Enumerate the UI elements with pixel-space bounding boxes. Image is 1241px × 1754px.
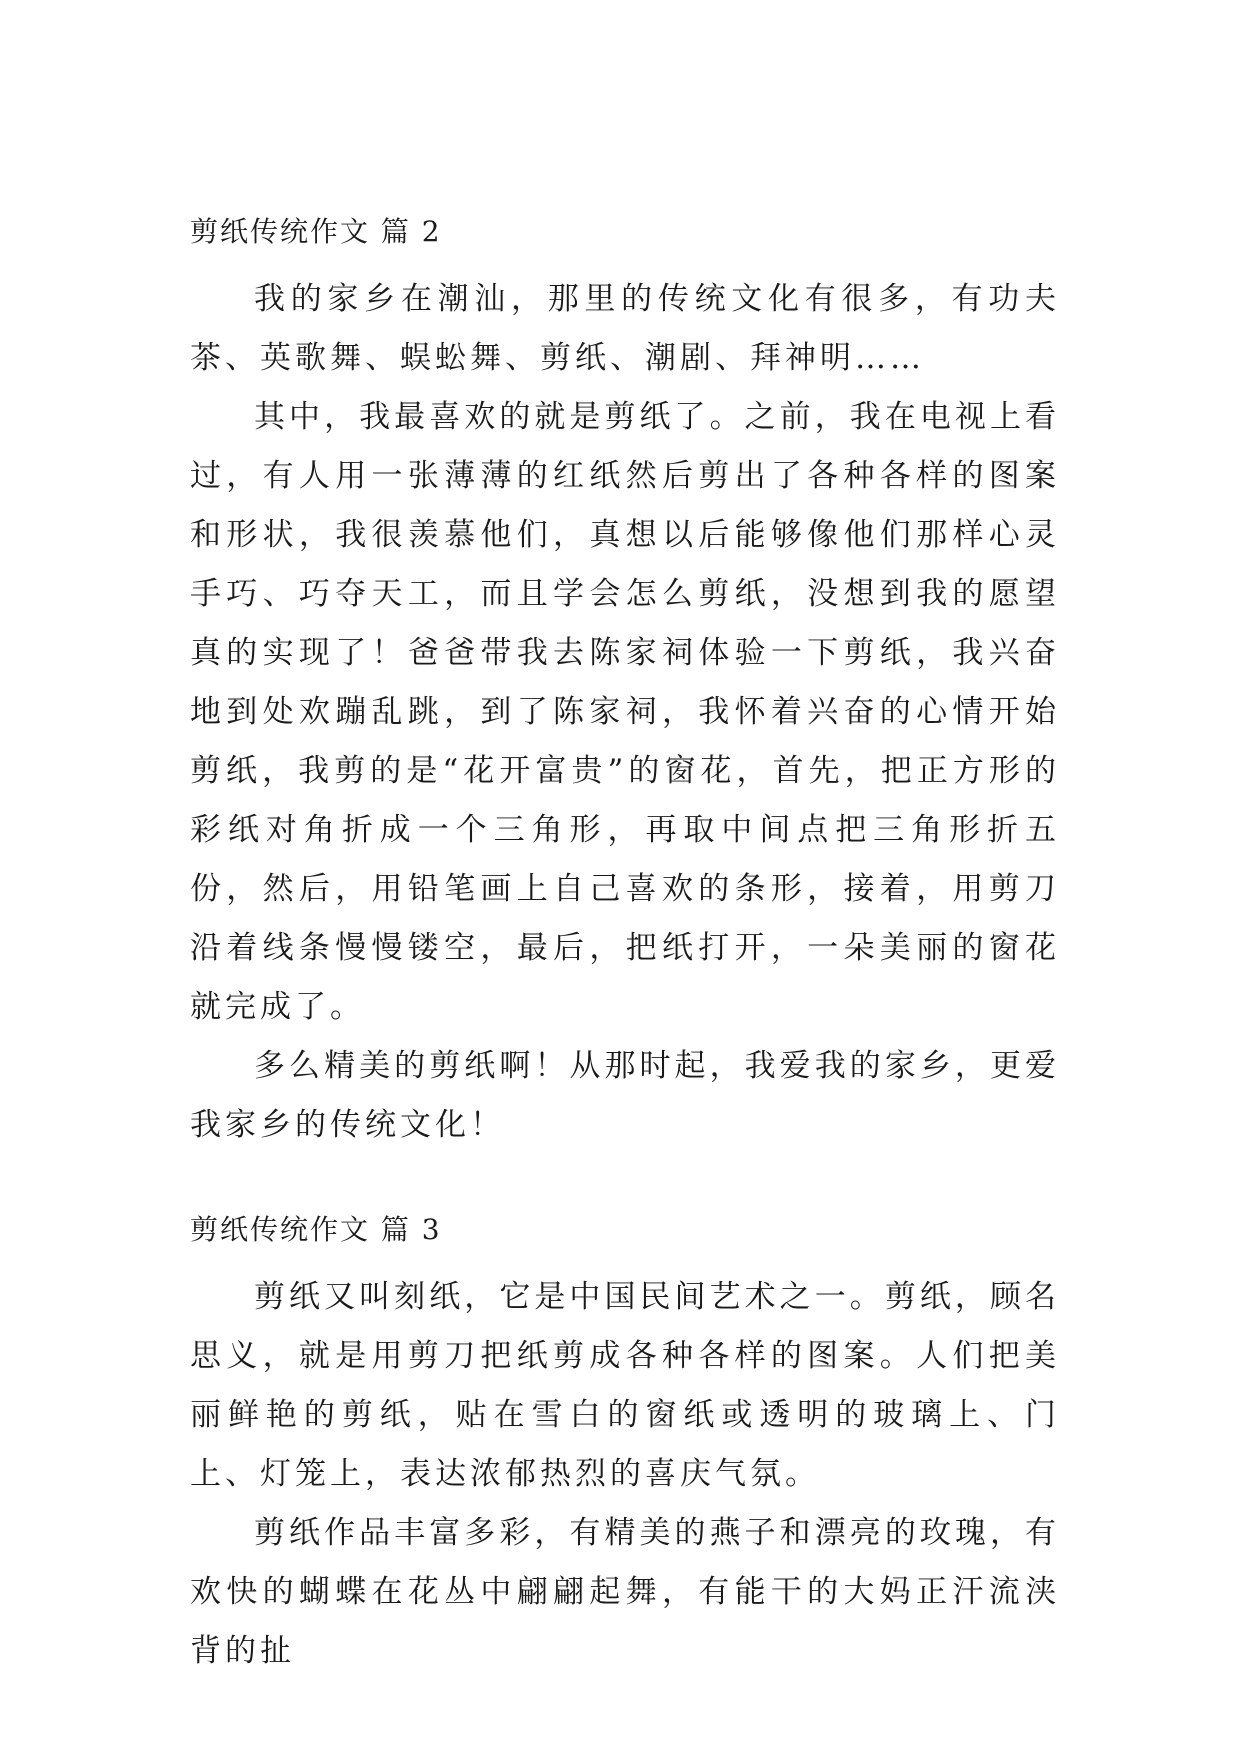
paragraph: 剪纸又叫刻纸，它是中国民间艺术之一。剪纸，顾名思义，就是用剪刀把纸剪成各种各样的图案。人们把美丽鲜艳的剪纸，贴在雪白的窗纸或透明的玻璃上、门上、灯笼上，表达浓郁热烈的喜庆气氛。 (190, 1279, 1060, 1492)
paragraph: 我的家乡在潮汕，那里的传统文化有很多，有功夫茶、英歌舞、蜈蚣舞、剪纸、潮剧、拜神明…… (190, 281, 1060, 376)
essay-section-3 (190, 1210, 1060, 1681)
paragraph: 多么精美的剪纸啊！从那时起，我爱我的家乡，更爱我家乡的传统文化！ (190, 1048, 1060, 1143)
paragraph: 其中，我最喜欢的就是剪纸了。之前，我在电视上看过，有人用一张薄薄的红纸然后剪出了各种各样的图案和形状，我很羡慕他们，真想以后能够像他们那样心灵手巧、巧夺天工，而且学会怎么剪纸，没想到我的愿望真的实现了！爸爸带我去陈家祠体验一下剪纸，我兴奋地到处欢蹦乱跳，到了陈家祠，我怀着兴奋的心情开始剪纸，我剪的是“花开富贵”的窗花，首先，把正方形的彩纸对角折成一个三角形，再取中间点把三角形折五份，然后，用铅笔画上自己喜欢的条形，接着，用剪刀沿着线条慢慢镂空，最后，把纸打开，一朵美丽的窗花就完成了。 (190, 399, 1060, 1025)
document-page (190, 212, 1060, 1681)
paragraph: 剪纸作品丰富多彩，有精美的燕子和漂亮的玫瑰，有欢快的蝴蝶在花丛中翩翩起舞，有能干的大妈正汗流浃背的扯 (190, 1515, 1060, 1669)
section-heading: 剪纸传统作文 篇 2 (190, 215, 442, 248)
essay-section-2 (190, 212, 1060, 1155)
section-heading: 剪纸传统作文 篇 3 (190, 1213, 442, 1246)
